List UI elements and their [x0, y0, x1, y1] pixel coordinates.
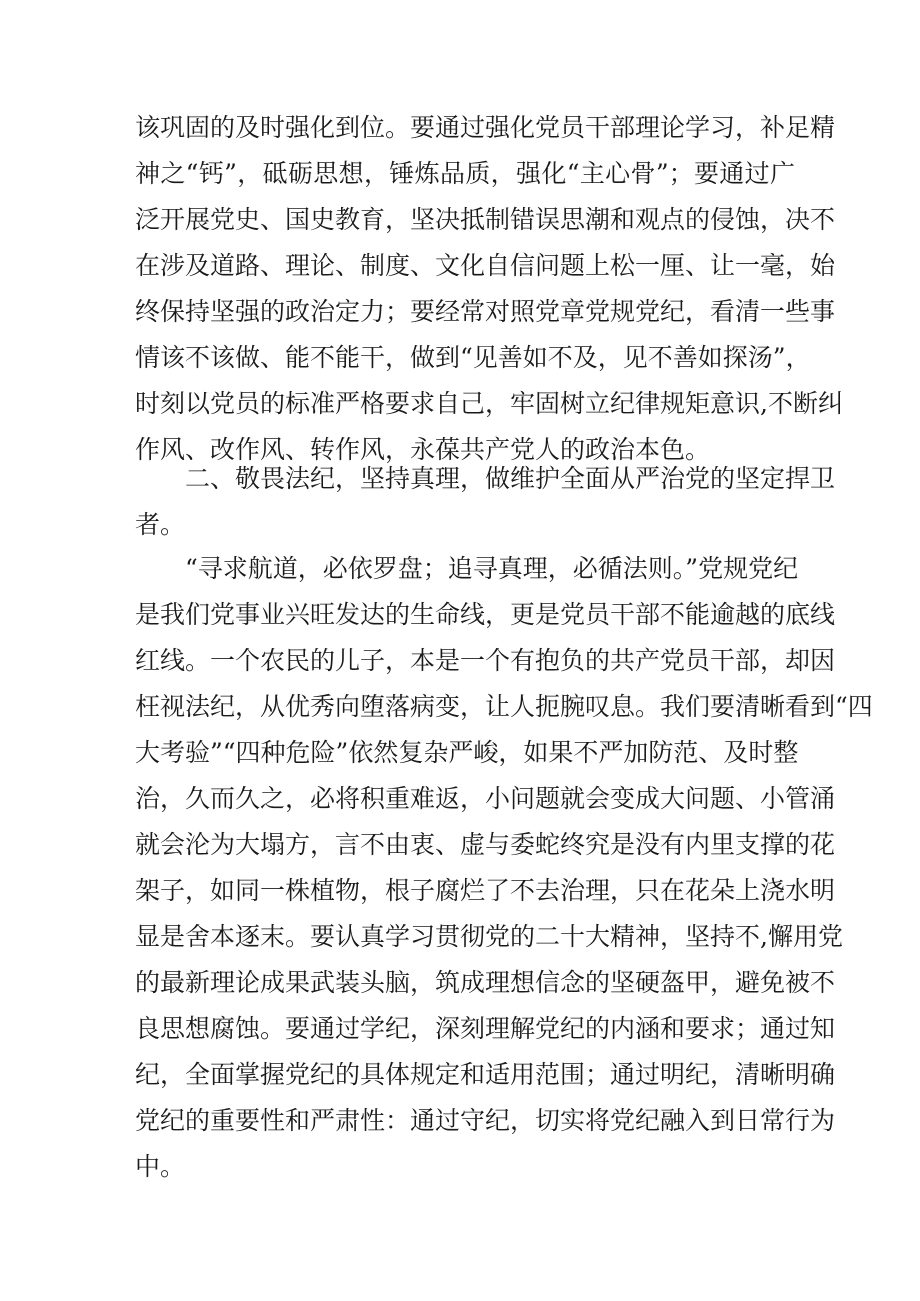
paragraph-2-line: 枉视法纪，从优秀向堕落病变，让人扼腕叹息。我们要清晰看到“四	[135, 692, 873, 721]
paragraph-2-line: 良思想腐蚀。要通过学纪，深刻理解党纪的内涵和要求；通过知	[135, 1014, 836, 1043]
section-heading-2	[135, 456, 836, 548]
paragraph-1-line: 作风、改作风、转作风，永葆共产党人的政治本色。	[135, 435, 711, 464]
paragraph-2-line: 红线。一个农民的儿子，本是一个有抱负的共产党员干部，却因	[135, 646, 836, 675]
paragraph-2-line: 是我们党事业兴旺发达的生命线，更是党员干部不能逾越的底线	[135, 600, 836, 629]
paragraph-1-line: 情该不该做、能不能干，做到“见善如不及，见不善如探汤”，	[135, 343, 811, 372]
paragraph-1-line: 时刻以党员的标准严格要求自己，牢固树立纪律规矩意识,不断纠	[135, 389, 843, 418]
paragraph-2-line: 的最新理论成果武装头脑，筑成理想信念的坚硬盔甲，避免被不	[135, 968, 836, 997]
section-heading-line: 二、敬畏法纪，坚持真理，做维护全面从严治党的坚定捍卫	[185, 464, 836, 493]
paragraph-1-line: 该巩固的及时强化到位。要通过强化党员干部理论学习，补足精	[135, 113, 836, 142]
paragraph-2-line: 架子，如同一株植物，根子腐烂了不去治理，只在花朵上浇水明	[135, 876, 836, 905]
paragraph-2-line: “寻求航道，必依罗盘；追寻真理，必循法则。”党规党纪	[185, 554, 799, 583]
paragraph-1-line: 泛开展党史、国史教育，坚决抵制错误思潮和观点的侵蚀，决不	[135, 205, 836, 234]
paragraph-2-line: 中。	[135, 1152, 186, 1181]
paragraph-1	[135, 105, 843, 473]
paragraph-2	[135, 546, 873, 1190]
paragraph-2-line: 就会沦为大塌方，言不由衷、虚与委蛇终究是没有内里支撑的花	[135, 830, 836, 859]
paragraph-1-line: 终保持坚强的政治定力；要经常对照党章党规党纪，看清一些事	[135, 297, 836, 326]
paragraph-1-line: 神之“钙”，砥砺思想，锤炼品质，强化“主心骨”；要通过广	[135, 159, 795, 188]
paragraph-2-line: 治，久而久之，必将积重难返，小问题就会变成大问题、小管涌	[135, 784, 836, 813]
paragraph-2-line: 显是舍本逐末。要认真学习贯彻党的二十大精神，坚持不,懈用党	[135, 922, 843, 951]
paragraph-1-line: 在涉及道路、理论、制度、文化自信问题上松一厘、让一毫，始	[135, 251, 836, 280]
paragraph-2-line: 大考验”“四种危险”依然复杂严峻，如果不严加防范、及时整	[135, 738, 799, 767]
paragraph-2-line: 党纪的重要性和严肃性：通过守纪，切实将党纪融入到日常行为	[135, 1106, 836, 1135]
paragraph-2-line: 纪，全面掌握党纪的具体规定和适用范围；通过明纪，清晰明确	[135, 1060, 836, 1089]
section-heading-line: 者。	[135, 510, 186, 539]
